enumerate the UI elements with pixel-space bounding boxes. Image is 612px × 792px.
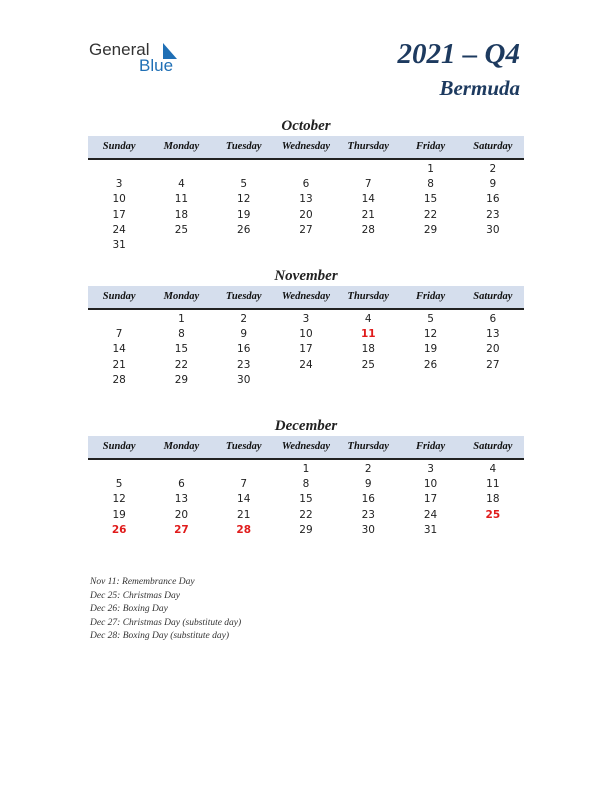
day-cell (88, 162, 150, 177)
day-cell: 20 (486, 343, 500, 356)
weekday-monday: Monday (163, 141, 200, 152)
weekday-thursday: Thursday (347, 441, 389, 452)
day-cell: 29 (423, 223, 438, 236)
holiday-note: Nov 11: Remembrance Day (90, 577, 195, 587)
day-cell: 5 (427, 313, 434, 325)
day-cell: 3 (302, 313, 310, 325)
day-cell: 20 (174, 508, 189, 521)
day-cell (150, 238, 212, 253)
day-cell: 15 (423, 193, 438, 206)
day-cell: 29 (299, 523, 313, 536)
weekday-friday: Friday (415, 141, 446, 152)
day-cell: 10 (299, 328, 313, 341)
day-cell: 27 (299, 223, 313, 236)
weekday-wednesday: Wednesday (281, 291, 331, 302)
week-row (88, 238, 524, 253)
day-cell: 23 (237, 358, 251, 371)
holiday-day-cell: 26 (111, 523, 127, 536)
day-cell (337, 162, 399, 177)
weekday-monday: Monday (163, 441, 200, 452)
holiday-note: Dec 25: Christmas Day (90, 590, 180, 601)
day-cell: 23 (486, 208, 500, 221)
week-row (88, 162, 524, 177)
holiday-notes (90, 576, 241, 644)
day-cell: 13 (174, 493, 189, 506)
day-cell (213, 238, 275, 253)
weekday-monday: Monday (163, 291, 200, 302)
day-cell (399, 238, 461, 253)
day-cell: 4 (489, 463, 497, 475)
day-cell (213, 462, 275, 477)
day-cell: 28 (361, 223, 375, 236)
day-cell: 16 (486, 193, 500, 206)
day-cell: 1 (178, 313, 185, 325)
weekday-saturday: Saturday (473, 141, 513, 152)
month-october (88, 116, 524, 253)
holiday-note: Dec 27: Christmas Day (substitute day) (90, 617, 242, 628)
week-row (88, 492, 524, 507)
weekday-sunday: Sunday (102, 141, 136, 152)
day-cell: 14 (237, 493, 251, 506)
weekday-tuesday: Tuesday (225, 141, 262, 152)
day-cell: 24 (112, 223, 126, 236)
region-subtitle: Bermuda (439, 76, 520, 100)
weekday-thursday: Thursday (347, 291, 389, 302)
day-cell: 27 (486, 358, 500, 371)
weekday-tuesday: Tuesday (225, 291, 262, 302)
day-cell: 2 (364, 463, 372, 475)
week-row (88, 312, 524, 327)
weekday-friday: Friday (415, 291, 446, 302)
day-cell: 30 (486, 223, 500, 236)
day-cell: 20 (299, 208, 313, 221)
weekday-thursday: Thursday (347, 141, 389, 152)
day-cell: 10 (423, 478, 438, 491)
day-cell: 6 (178, 478, 185, 491)
day-cell: 8 (178, 328, 185, 341)
day-cell: 9 (240, 328, 248, 341)
day-cell (213, 162, 275, 177)
day-cell: 29 (174, 373, 189, 386)
day-cell (337, 238, 399, 253)
day-cell: 31 (423, 523, 438, 536)
day-cell: 19 (112, 508, 126, 521)
day-cell: 2 (489, 163, 497, 175)
week-row (88, 477, 524, 492)
day-cell: 6 (489, 313, 497, 325)
holiday-note: Dec 28: Boxing Day (substitute day) (90, 631, 230, 641)
weekday-header (88, 286, 524, 310)
weekday-wednesday: Wednesday (281, 141, 331, 152)
day-cell: 11 (174, 193, 189, 206)
day-cell: 26 (237, 223, 251, 236)
day-cell: 17 (112, 208, 126, 221)
day-cell: 8 (427, 178, 434, 191)
day-cell: 26 (423, 358, 438, 371)
day-cell: 2 (240, 313, 248, 325)
day-cell: 17 (299, 343, 313, 356)
logo-general-text: General (89, 40, 150, 59)
day-cell: 19 (423, 343, 438, 356)
day-cell (462, 373, 524, 388)
weekday-tuesday: Tuesday (225, 441, 262, 452)
holiday-day-cell: 25 (485, 508, 501, 521)
day-cell: 13 (486, 328, 500, 341)
day-cell: 12 (423, 328, 438, 341)
month-december (88, 416, 524, 538)
month-title: October (281, 118, 331, 134)
week-row (88, 208, 524, 223)
day-cell: 5 (115, 478, 123, 491)
week-row (88, 177, 524, 192)
holiday-note: Dec 26: Boxing Day (90, 604, 168, 614)
day-cell: 1 (302, 463, 310, 475)
week-row (88, 508, 524, 523)
day-cell: 21 (361, 208, 375, 221)
day-cell: 25 (174, 223, 189, 236)
week-row (88, 223, 524, 238)
day-cell (150, 162, 212, 177)
day-cell (275, 373, 337, 388)
day-cell: 15 (299, 493, 313, 506)
weekday-saturday: Saturday (473, 291, 513, 302)
day-cell (399, 373, 461, 388)
weekday-sunday: Sunday (102, 441, 136, 452)
day-cell: 14 (112, 343, 126, 356)
day-cell (150, 462, 212, 477)
month-grid (88, 160, 524, 253)
day-cell: 22 (423, 208, 438, 221)
day-cell: 30 (361, 523, 375, 536)
day-cell: 21 (112, 358, 126, 371)
day-cell: 15 (174, 343, 189, 356)
day-cell: 11 (486, 478, 500, 491)
day-cell: 9 (364, 478, 372, 491)
day-cell: 13 (299, 193, 313, 206)
day-cell: 24 (423, 508, 438, 521)
day-cell: 3 (427, 463, 434, 475)
day-cell: 22 (174, 358, 189, 371)
day-cell: 23 (361, 508, 375, 521)
day-cell: 4 (178, 178, 185, 191)
day-cell: 24 (299, 358, 313, 371)
day-cell: 7 (240, 478, 248, 491)
weekday-friday: Friday (415, 441, 446, 452)
weekday-header (88, 136, 524, 160)
holiday-day-cell: 28 (236, 523, 252, 536)
day-cell: 16 (361, 493, 375, 506)
week-row (88, 462, 524, 477)
logo-blue-text: Blue (139, 56, 174, 75)
month-grid (88, 460, 524, 538)
weekday-saturday: Saturday (473, 441, 513, 452)
page-title: 2021 – Q4 (397, 38, 520, 70)
day-cell: 19 (237, 208, 251, 221)
weekday-sunday: Sunday (102, 291, 136, 302)
day-cell (462, 523, 524, 538)
week-row (88, 342, 524, 357)
week-row (88, 358, 524, 373)
day-cell (337, 373, 399, 388)
holiday-day-cell: 27 (174, 523, 189, 536)
day-cell: 14 (361, 193, 375, 206)
week-row (88, 327, 524, 342)
week-row (88, 192, 524, 207)
day-cell: 16 (237, 343, 251, 356)
day-cell (88, 462, 150, 477)
day-cell: 28 (112, 373, 126, 386)
day-cell: 8 (302, 478, 310, 491)
day-cell: 18 (486, 493, 500, 506)
week-row (88, 373, 524, 388)
day-cell (275, 162, 337, 177)
day-cell (462, 238, 524, 253)
day-cell: 4 (364, 313, 372, 325)
day-cell: 12 (237, 193, 251, 206)
day-cell: 1 (427, 163, 434, 175)
day-cell: 3 (115, 178, 123, 191)
day-cell (88, 312, 150, 327)
week-row (88, 523, 524, 538)
logo (89, 40, 189, 76)
day-cell: 10 (112, 193, 126, 206)
day-cell: 7 (364, 178, 372, 191)
day-cell: 22 (299, 508, 313, 521)
day-cell: 18 (361, 343, 375, 356)
month-grid (88, 310, 524, 388)
day-cell: 7 (115, 328, 123, 341)
day-cell: 5 (240, 178, 248, 191)
month-title: November (274, 268, 338, 284)
day-cell: 30 (237, 373, 251, 386)
month-title: December (274, 418, 338, 434)
weekday-wednesday: Wednesday (281, 441, 331, 452)
day-cell: 31 (112, 238, 126, 251)
day-cell: 12 (112, 493, 126, 506)
day-cell: 9 (489, 178, 497, 191)
day-cell: 18 (174, 208, 189, 221)
day-cell: 21 (237, 508, 251, 521)
day-cell (275, 238, 337, 253)
month-november (88, 266, 524, 388)
weekday-header (88, 436, 524, 460)
day-cell: 17 (423, 493, 438, 506)
holiday-day-cell: 11 (360, 328, 376, 341)
day-cell: 6 (302, 178, 310, 191)
day-cell: 25 (361, 358, 375, 371)
